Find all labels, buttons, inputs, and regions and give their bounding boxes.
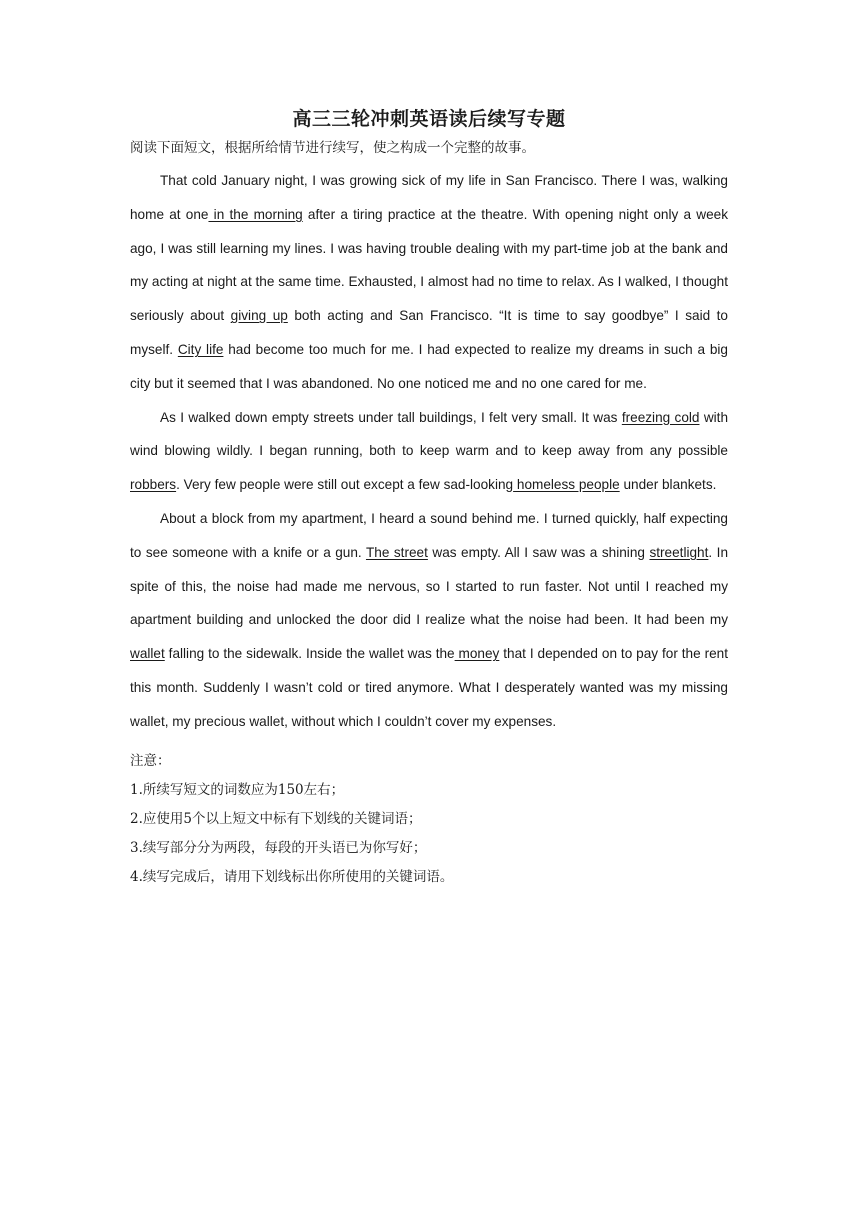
key-phrase: giving up — [230, 308, 288, 324]
document-title: 高三三轮冲刺英语读后续写专题 — [292, 108, 566, 130]
story-paragraph — [130, 401, 728, 502]
text-run: that I depended on to pay for the rent this month. Suddenly I wasn’t cold or tired anymore. What I desperately wanted was my missing wallet, my precious wallet, without which I couldn’t cover my expenses. — [130, 646, 729, 729]
text-run: That cold January night, I was growing sick of my life in San Francisco. There I was, walking home at one — [130, 173, 728, 222]
story-paragraph — [130, 164, 728, 401]
key-phrase: in the morning — [208, 206, 303, 222]
text-run: under blankets. — [619, 477, 717, 493]
text-run: was empty. All I saw was a shining — [427, 544, 650, 560]
text-run: falling to the sidewalk. Inside the wallet was the — [164, 646, 455, 662]
note-item: 3.续写部分分为两段，每段的开头语已为你写好； — [130, 839, 427, 856]
text-run: had become too much for me. I had expected to realize my dreams in such a big city but it seemed that I was abandoned. No one noticed me and no one cared for me. — [130, 341, 728, 391]
key-phrase: money — [454, 646, 500, 662]
key-phrase: wallet — [130, 646, 165, 662]
instruction-text: 阅读下面短文，根据所给情节进行续写，使之构成一个完整的故事。 — [130, 140, 535, 156]
key-phrase: streetlight — [649, 544, 709, 560]
text-run: About a block from my apartment, I heard a sound behind me. I turned quickly, half expecting to see someone with a knife or a gun. — [130, 510, 728, 560]
story-paragraph — [130, 502, 728, 739]
story-text — [130, 164, 728, 739]
key-phrase: freezing cold — [621, 409, 700, 425]
key-phrase: robbers — [130, 477, 177, 493]
text-run: . In spite of this, the noise had made me nervous, so I started to run faster. Not until I reached my apartment building and unlocked the door did I realize what the noise had been. It had been my — [130, 544, 729, 628]
text-run: . Very few people were still out except a few sad-looking — [176, 477, 514, 493]
note-item: 2.应使用5个以上短文中标有下划线的关键词语； — [130, 810, 422, 827]
document-page — [130, 104, 728, 892]
text-run: with wind blowing wildly. I began running, both to keep warm and to keep away from any possible — [130, 409, 729, 459]
key-phrase: City life — [177, 341, 224, 357]
text-run: As I walked down empty streets under tall buildings, I felt very small. It was — [160, 409, 622, 425]
text-run: after a tiring practice at the theatre. With opening night only a week ago, I was still learning my lines. I was having trouble dealing with my part-time job at the bank and my acting at night at the same time. Exhausted, I almost had no time to relax. As I walked, I thought seriously about — [130, 206, 728, 324]
key-phrase: homeless people — [513, 477, 620, 493]
notes-section — [130, 747, 728, 892]
note-item: 4.续写完成后，请用下划线标出你所使用的关键词语。 — [130, 868, 454, 885]
key-phrase: The street — [365, 544, 428, 560]
notes-heading: 注意： — [130, 752, 171, 769]
note-item: 1.所续写短文的词数应为150左右； — [130, 781, 345, 798]
text-run: both acting and San Francisco. “It is time to say goodbye” I said to myself. — [130, 308, 728, 357]
